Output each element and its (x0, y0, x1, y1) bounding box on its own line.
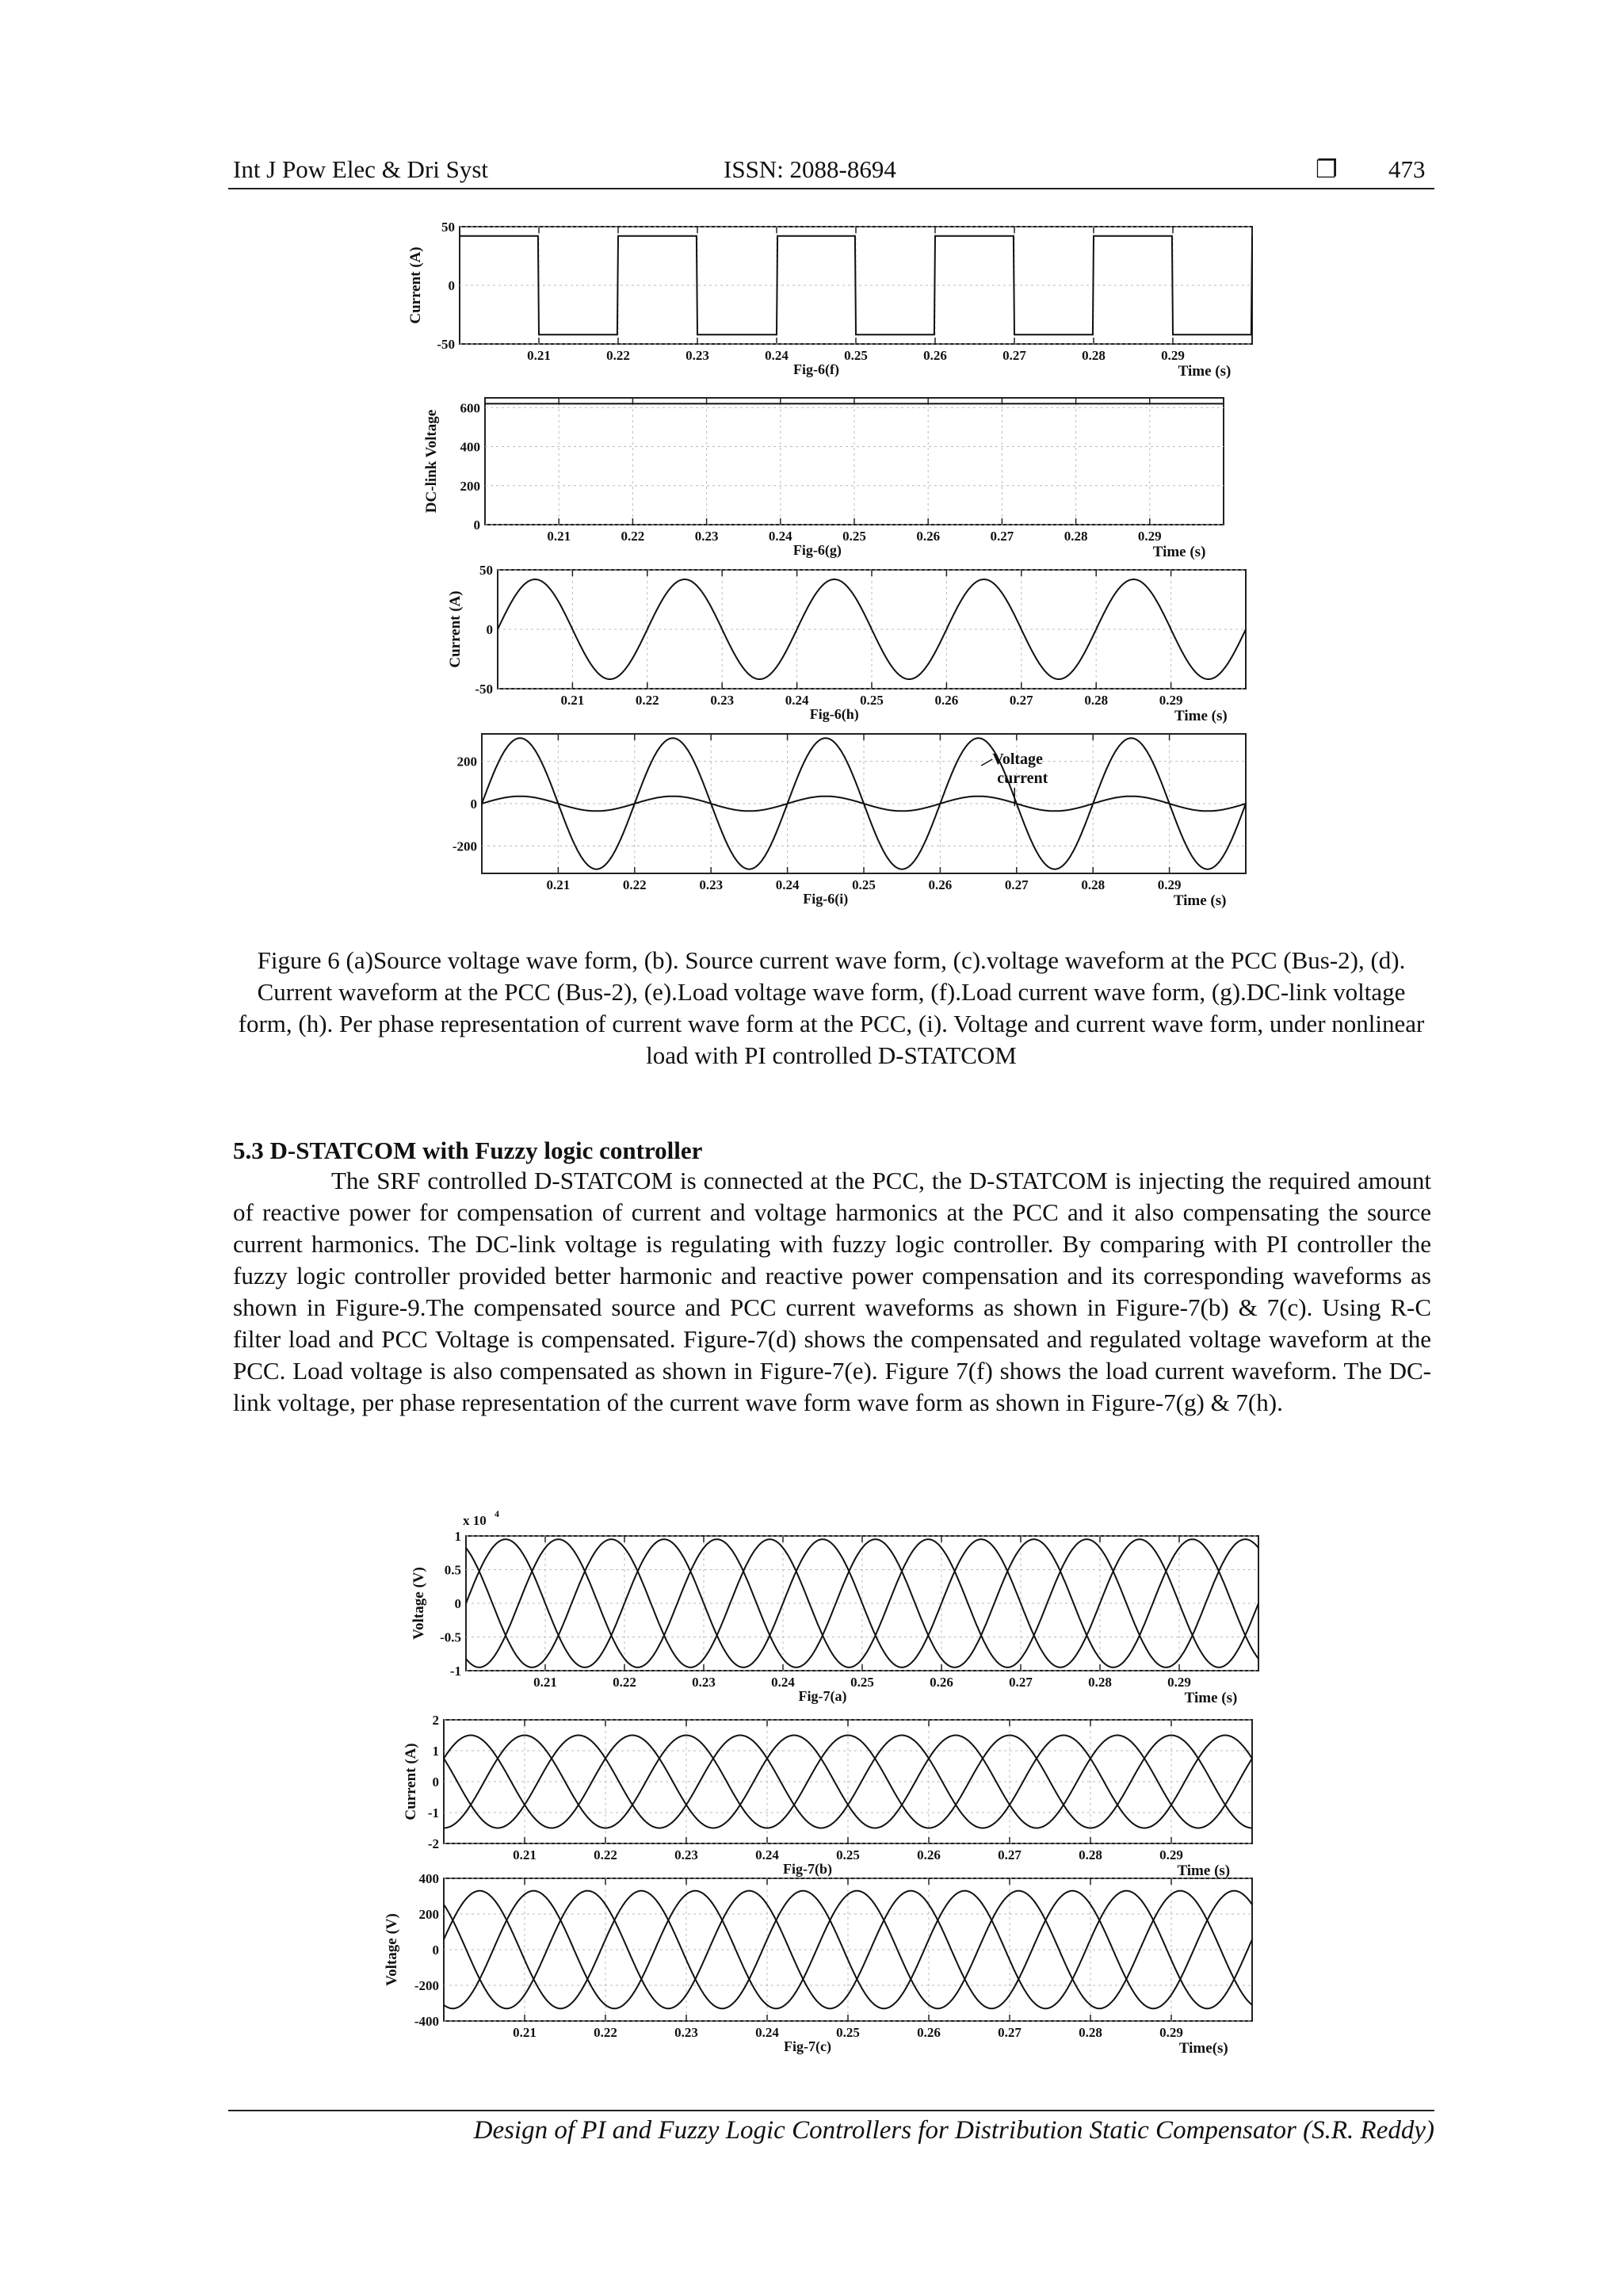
section-paragraph: The SRF controlled D-STATCOM is connected at the PCC, the D-STATCOM is injecting the required amount of reactive power for compensation of current and voltage harmonics at the PCC and it also compensating the source current harmonics. The DC-link voltage is regulating with fuzzy logic controller. By comparing with PI controller the fuzzy logic controller provided better harmonic and reactive power compensation and its corresponding waveforms as shown in Figure-9.The compensated source and PCC current waveforms as shown in Figure-7(b) & 7(c). Using R-C filter load and PCC Voltage is compensated. Figure-7(d) shows the compensated and regulated voltage waveform at the PCC. Load voltage is also compensated as shown in Figure-7(e). Figure 7(f) shows the load current waveform. The DC-link voltage, per phase representation of the current wave form wave form as shown in Figure-7(g) & 7(h). (233, 1167, 1431, 1416)
y-tick-label: 0 (432, 1943, 439, 1958)
chart-title: Fig-6(g) (792, 542, 842, 558)
box-icon: ❐ (1316, 155, 1338, 183)
y-axis-label: DC-link Voltage (423, 409, 440, 514)
x-tick-label: 0.25 (850, 1675, 874, 1690)
x-tick-label: 0.24 (768, 529, 792, 544)
y-tick-label: -1 (449, 1664, 461, 1679)
y-tick-label: 400 (418, 1871, 439, 1886)
x-tick-label: 0.22 (606, 348, 630, 363)
x-tick-label: 0.26 (917, 1847, 941, 1862)
x-tick-label: 0.28 (1079, 2025, 1102, 2040)
x-tick-label: 0.26 (923, 348, 947, 363)
y-tick-label: 50 (479, 563, 493, 578)
x-tick-label: 0.25 (844, 348, 868, 363)
x-tick-label: 0.28 (1088, 1675, 1112, 1690)
y-axis-label: Current (A) (403, 1743, 419, 1820)
x-tick-label: 0.27 (998, 2025, 1022, 2040)
y-axis-label: Voltage (V) (384, 1913, 400, 1986)
x-tick-label: 0.29 (1157, 877, 1182, 892)
footer-text: Design of PI and Fuzzy Logic Controllers for Distribution Static Compensator (S.R. Reddy) (473, 2116, 1434, 2145)
y-tick-label: 200 (460, 478, 480, 494)
y-tick-label: 1 (454, 1529, 461, 1544)
x-tick-label: 0.23 (674, 1847, 698, 1862)
y-tick-label: 2 (432, 1713, 439, 1728)
x-tick-label: 0.22 (613, 1675, 636, 1690)
x-axis-label: Time (s) (1184, 1690, 1238, 1706)
x-tick-label: 0.28 (1084, 693, 1109, 708)
annotation-current: current (997, 770, 1048, 787)
x-tick-label: 0.27 (1002, 348, 1026, 363)
y-tick-label: 50 (441, 220, 455, 235)
chart-fig6h (434, 560, 1268, 731)
x-axis-label: Time (s) (1173, 892, 1227, 909)
x-tick-label: 0.29 (1167, 1675, 1191, 1690)
x-tick-label: 0.24 (771, 1675, 795, 1690)
x-tick-label: 0.21 (560, 693, 585, 708)
x-tick-label: 0.22 (594, 2025, 617, 2040)
page-number: 473 (1388, 155, 1426, 183)
x-tick-label: 0.23 (694, 529, 719, 544)
x-tick-label: 0.28 (1081, 877, 1106, 892)
x-tick-label: 0.25 (860, 693, 884, 708)
y-tick-label: 0 (473, 518, 480, 533)
scale-label: x 10 (463, 1513, 487, 1528)
x-tick-label: 0.28 (1079, 1847, 1102, 1862)
chart-title: Fig-6(i) (803, 891, 849, 907)
x-tick-label: 0.26 (917, 2025, 941, 2040)
x-tick-label: 0.21 (533, 1675, 557, 1690)
header-rule (228, 188, 1434, 189)
x-tick-label: 0.23 (685, 348, 709, 363)
x-tick-label: 0.22 (621, 529, 645, 544)
x-axis-label: Time (s) (1178, 363, 1232, 380)
x-tick-label: 0.21 (546, 877, 571, 892)
x-tick-label: 0.27 (990, 529, 1014, 544)
x-tick-label: 0.22 (622, 877, 647, 892)
x-tick-label: 0.26 (928, 877, 953, 892)
y-tick-label: 400 (460, 439, 480, 455)
x-tick-label: 0.29 (1159, 2025, 1183, 2040)
x-tick-label: 0.24 (775, 877, 800, 892)
x-tick-label: 0.21 (547, 529, 571, 544)
x-tick-label: 0.27 (998, 1847, 1022, 1862)
x-tick-label: 0.27 (1009, 1675, 1033, 1690)
x-tick-label: 0.24 (755, 2025, 779, 2040)
y-axis-label: Current (A) (447, 590, 464, 668)
x-tick-label: 0.28 (1082, 348, 1106, 363)
chart-title: Fig-7(a) (798, 1688, 847, 1704)
chart-fig7c (372, 1869, 1284, 2059)
y-tick-label: -50 (437, 337, 455, 352)
x-tick-label: 0.24 (765, 348, 789, 363)
x-tick-label: 0.21 (527, 348, 551, 363)
chart-fig7a (396, 1506, 1284, 1712)
chart-title: Fig-6(f) (793, 361, 839, 377)
y-tick-label: 200 (456, 754, 477, 770)
x-tick-label: 0.22 (594, 1847, 617, 1862)
y-tick-label: 0 (448, 278, 455, 293)
y-tick-label: 0 (486, 622, 493, 637)
footer-rule (228, 2110, 1434, 2111)
x-tick-label: 0.23 (699, 877, 724, 892)
x-axis-label: Time (s) (1174, 708, 1228, 724)
x-tick-label: 0.25 (852, 877, 876, 892)
x-tick-label: 0.26 (916, 529, 941, 544)
x-axis-label: Time (s) (1152, 544, 1206, 560)
y-tick-label: 1 (432, 1744, 439, 1759)
x-tick-label: 0.28 (1064, 529, 1088, 544)
x-axis-label: Time(s) (1178, 2040, 1228, 2057)
chart-fig6f (396, 212, 1284, 385)
y-tick-label: 0 (470, 797, 477, 812)
x-tick-label: 0.27 (1009, 693, 1033, 708)
x-tick-label: 0.25 (842, 529, 866, 544)
section-heading: 5.3 D-STATCOM with Fuzzy logic controller (233, 1137, 703, 1164)
y-tick-label: -2 (427, 1836, 439, 1851)
annotation-arrow-voltage (981, 759, 992, 766)
y-axis-label: Current (A) (407, 246, 424, 324)
annotation-voltage: Voltage (992, 751, 1043, 768)
x-tick-label: 0.29 (1161, 348, 1185, 363)
chart-title: Fig-7(c) (784, 2038, 831, 2054)
chart-title: Fig-6(h) (809, 706, 859, 722)
journal-title: Int J Pow Elec & Dri Syst (233, 155, 489, 183)
x-tick-label: 0.21 (513, 1847, 537, 1862)
chart-fig6g (412, 388, 1268, 563)
plot-frame (444, 1878, 1252, 2021)
chart-title: Fig-7(b) (783, 1861, 832, 1877)
y-tick-label: 0.5 (444, 1562, 461, 1578)
issn: ISSN: 2088-8694 (724, 155, 896, 183)
y-tick-label: -50 (475, 682, 493, 697)
x-tick-label: 0.23 (710, 693, 735, 708)
x-tick-label: 0.23 (692, 1675, 716, 1690)
y-axis-label: Voltage (V) (411, 1567, 427, 1640)
y-tick-label: 200 (418, 1907, 439, 1922)
x-tick-label: 0.22 (635, 693, 659, 708)
x-tick-label: 0.25 (836, 2025, 860, 2040)
y-tick-label: 600 (460, 400, 480, 416)
x-axis-label: Time (s) (1177, 1862, 1231, 1879)
x-tick-label: 0.29 (1159, 693, 1183, 708)
chart-fig6i (434, 728, 1268, 911)
x-tick-label: 0.24 (755, 1847, 779, 1862)
y-tick-label: -200 (452, 839, 477, 854)
x-tick-label: 0.25 (836, 1847, 860, 1862)
figure6-caption: Figure 6 (a)Source voltage wave form, (b). Source current wave form, (c).voltage waveform at the PCC (Bus-2), (d). Current waveform at the PCC (Bus-2), (e).Load voltage wave form, (f).Load current wave form, (g).DC-link voltage form, (h). Per phase representation of current wave form at the PCC, (i). Voltage and current wave form, under nonlinear load with PI controlled D-STATCOM (238, 946, 1425, 1069)
y-tick-label: -400 (414, 2014, 439, 2029)
x-tick-label: 0.24 (785, 693, 809, 708)
y-tick-label: 0 (454, 1596, 461, 1611)
scale-exponent: 4 (495, 1508, 499, 1519)
x-tick-label: 0.27 (1004, 877, 1029, 892)
x-tick-label: 0.26 (930, 1675, 953, 1690)
y-tick-label: 0 (432, 1775, 439, 1790)
y-tick-label: -1 (427, 1805, 439, 1820)
x-tick-label: 0.23 (674, 2025, 698, 2040)
y-tick-label: -0.5 (440, 1629, 461, 1645)
x-tick-label: 0.29 (1137, 529, 1162, 544)
x-tick-label: 0.26 (934, 693, 959, 708)
x-tick-label: 0.21 (513, 2025, 537, 2040)
y-tick-label: -200 (414, 1978, 439, 1993)
x-tick-label: 0.29 (1159, 1847, 1183, 1862)
